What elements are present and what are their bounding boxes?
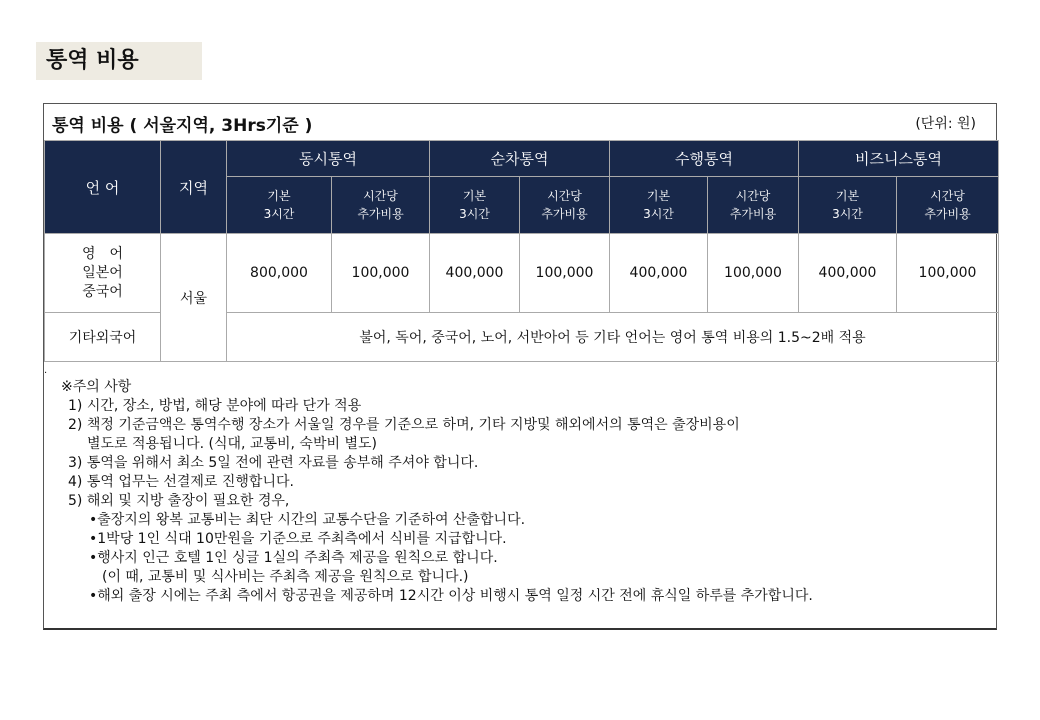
header-extra: 시간당 추가비용 bbox=[332, 177, 430, 234]
header-region: 지역 bbox=[161, 141, 227, 234]
header-extra: 시간당 추가비용 bbox=[897, 177, 999, 234]
header-base: 기본 3시간 bbox=[227, 177, 332, 234]
price-cell: 800,000 bbox=[227, 234, 332, 313]
notes-heading: ※주의 사항 bbox=[61, 379, 132, 395]
price-cell: 400,000 bbox=[430, 234, 520, 313]
language-cell: 기타외국어 bbox=[45, 313, 161, 362]
price-cell: 100,000 bbox=[520, 234, 610, 313]
stray-dot: . bbox=[44, 365, 48, 376]
note-line: 별도로 적용됩니다. (식대, 교통비, 숙박비 별도) bbox=[87, 436, 377, 452]
note-bullet: •해외 출장 시에는 주최 측에서 항공권을 제공하며 12시간 이상 비행시 통역 일정 시간 전에 휴식일 하루를 추가합니다. bbox=[89, 588, 813, 604]
header-language: 언 어 bbox=[45, 141, 161, 234]
note-line: 1) 시간, 장소, 방법, 해당 분야에 따라 단가 적용 bbox=[68, 398, 362, 414]
note-line: 4) 통역 업무는 선결제로 진행합니다. bbox=[68, 474, 294, 490]
region-cell: 서울 bbox=[161, 234, 227, 362]
header-base: 기본 3시간 bbox=[430, 177, 520, 234]
rate-table-frame bbox=[43, 103, 997, 630]
rate-table bbox=[44, 140, 999, 362]
header-extra: 시간당 추가비용 bbox=[520, 177, 610, 234]
header-group-escort: 수행통역 bbox=[610, 141, 799, 177]
note-bullet: •1박당 1인 식대 10만원을 기준으로 주최측에서 식비를 지급합니다. bbox=[89, 531, 507, 547]
price-cell: 400,000 bbox=[610, 234, 708, 313]
note-bullet: •행사지 인근 호텔 1인 싱글 1실의 주최측 제공을 원칙으로 합니다. bbox=[89, 550, 498, 566]
note-line: 3) 통역을 위해서 최소 5일 전에 관련 자료를 송부해 주셔야 합니다. bbox=[68, 455, 479, 471]
price-cell: 100,000 bbox=[708, 234, 799, 313]
price-cell: 400,000 bbox=[799, 234, 897, 313]
note-bullet: •출장지의 왕복 교통비는 최단 시간의 교통수단을 기준하여 산출합니다. bbox=[89, 512, 526, 528]
note-line: 5) 해외 및 지방 출장이 필요한 경우, bbox=[68, 493, 290, 509]
header-base: 기본 3시간 bbox=[799, 177, 897, 234]
header-group-consecutive: 순차통역 bbox=[430, 141, 610, 177]
header-base: 기본 3시간 bbox=[610, 177, 708, 234]
price-cell: 100,000 bbox=[332, 234, 430, 313]
other-language-note: 불어, 독어, 중국어, 노어, 서반아어 등 기타 언어는 영어 통역 비용의 1.5~2배 적용 bbox=[227, 313, 999, 362]
language-cell: 영 어 일본어 중국어 bbox=[45, 234, 161, 313]
page-title: 통역 비용 bbox=[36, 42, 202, 80]
unit-label: (단위: 원) bbox=[915, 116, 976, 132]
header-extra: 시간당 추가비용 bbox=[708, 177, 799, 234]
header-group-business: 비즈니스통역 bbox=[799, 141, 999, 177]
table-caption-bar bbox=[44, 104, 996, 141]
table-row bbox=[45, 234, 999, 313]
header-group-simultaneous: 동시통역 bbox=[227, 141, 430, 177]
note-line: (이 때, 교통비 및 식사비는 주최측 제공을 원칙으로 합니다.) bbox=[102, 569, 469, 585]
table-caption: 통역 비용 ( 서울지역, 3Hrs기준 ) bbox=[52, 116, 313, 136]
note-line: 2) 책정 기준금액은 통역수행 장소가 서울일 경우를 기준으로 하며, 기타 지방및 해외에서의 통역은 출장비용이 bbox=[68, 417, 740, 433]
price-cell: 100,000 bbox=[897, 234, 999, 313]
